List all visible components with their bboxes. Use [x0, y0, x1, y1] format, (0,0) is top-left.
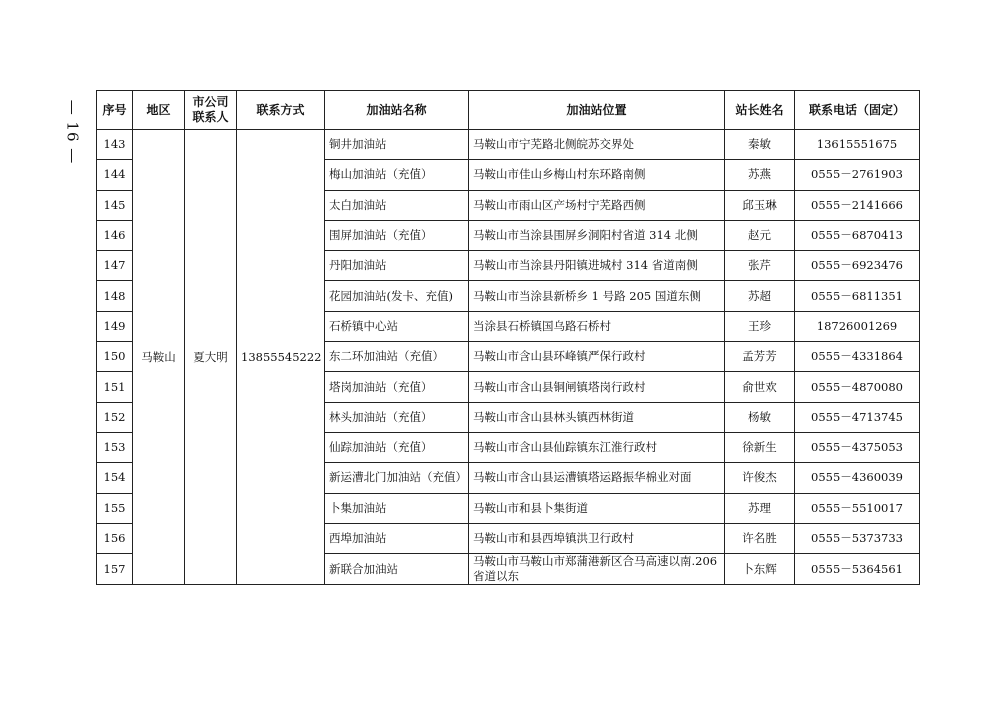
- station-phone: 0555－6870413: [795, 220, 920, 250]
- station-name: 东二环加油站（充值）: [325, 342, 469, 372]
- gas-station-table: [96, 90, 920, 585]
- station-name: 卜集加油站: [325, 493, 469, 523]
- station-location: 马鞍山市含山县林头镇西林街道: [469, 402, 725, 432]
- station-manager: 苏超: [725, 281, 795, 311]
- station-name: 花园加油站(发卡、充值): [325, 281, 469, 311]
- row-no: 151: [97, 372, 133, 402]
- table-body: [97, 130, 920, 585]
- station-manager: 邱玉琳: [725, 190, 795, 220]
- row-no: 149: [97, 311, 133, 341]
- page-number: [52, 92, 92, 172]
- station-phone: 0555－5510017: [795, 493, 920, 523]
- station-name: 铜井加油站: [325, 130, 469, 160]
- header-no: 序号: [97, 91, 133, 130]
- row-no: 148: [97, 281, 133, 311]
- station-manager: 俞世欢: [725, 372, 795, 402]
- header-station-name: 加油站名称: [325, 91, 469, 130]
- header-region: 地区: [133, 91, 185, 130]
- station-manager: 卜东辉: [725, 554, 795, 585]
- station-location: 马鞍山市雨山区产场村宁芜路西侧: [469, 190, 725, 220]
- station-name: 新联合加油站: [325, 554, 469, 585]
- station-phone: 0555－4331864: [795, 342, 920, 372]
- station-location: 马鞍山市宁芜路北侧皖苏交界处: [469, 130, 725, 160]
- row-no: 153: [97, 432, 133, 462]
- station-phone: 0555－4360039: [795, 463, 920, 493]
- row-no: 150: [97, 342, 133, 372]
- header-phone: 联系电话（固定）: [795, 91, 920, 130]
- row-no: 152: [97, 402, 133, 432]
- station-phone: 0555－6811351: [795, 281, 920, 311]
- header-row: [97, 91, 920, 130]
- station-name: 梅山加油站（充值）: [325, 160, 469, 190]
- station-name: 围屏加油站（充值）: [325, 220, 469, 250]
- station-location: 马鞍山市佳山乡梅山村东环路南侧: [469, 160, 725, 190]
- station-phone: 18726001269: [795, 311, 920, 341]
- station-location: 当涂县石桥镇国乌路石桥村: [469, 311, 725, 341]
- region-cell: 马鞍山: [133, 130, 185, 585]
- row-no: 156: [97, 523, 133, 553]
- station-name: 塔岗加油站（充值）: [325, 372, 469, 402]
- row-no: 155: [97, 493, 133, 523]
- station-manager: 赵元: [725, 220, 795, 250]
- station-manager: 许名胜: [725, 523, 795, 553]
- station-location: 马鞍山市当涂县新桥乡 1 号路 205 国道东侧: [469, 281, 725, 311]
- row-no: 157: [97, 554, 133, 585]
- station-manager: 秦敏: [725, 130, 795, 160]
- station-location: 马鞍山市含山县运漕镇塔运路振华棉业对面: [469, 463, 725, 493]
- header-contact-method: 联系方式: [237, 91, 325, 130]
- station-name: 新运漕北门加油站（充值）: [325, 463, 469, 493]
- station-location: 马鞍山市当涂县丹阳镇进城村 314 省道南侧: [469, 251, 725, 281]
- station-phone: 0555－6923476: [795, 251, 920, 281]
- station-name: 西埠加油站: [325, 523, 469, 553]
- station-manager: 许俊杰: [725, 463, 795, 493]
- row-no: 144: [97, 160, 133, 190]
- row-no: 146: [97, 220, 133, 250]
- station-location: 马鞍山市当涂县围屏乡洞阳村省道 314 北侧: [469, 220, 725, 250]
- station-phone: 0555－5373733: [795, 523, 920, 553]
- row-no: 154: [97, 463, 133, 493]
- station-manager: 杨敏: [725, 402, 795, 432]
- station-location: 马鞍山市和县西埠镇洪卫行政村: [469, 523, 725, 553]
- station-location: 马鞍山市和县卜集街道: [469, 493, 725, 523]
- station-phone: 0555－2141666: [795, 190, 920, 220]
- station-name: 林头加油站（充值）: [325, 402, 469, 432]
- station-phone: 0555－5364561: [795, 554, 920, 585]
- station-phone: 0555－4870080: [795, 372, 920, 402]
- station-manager: 徐新生: [725, 432, 795, 462]
- header-manager: 站长姓名: [725, 91, 795, 130]
- station-location: 马鞍山市含山县环峰镇严保行政村: [469, 342, 725, 372]
- row-no: 145: [97, 190, 133, 220]
- station-phone: 0555－4375053: [795, 432, 920, 462]
- contact-method-cell: 13855545222: [237, 130, 325, 585]
- header-station-location: 加油站位置: [469, 91, 725, 130]
- row-no: 147: [97, 251, 133, 281]
- station-name: 石桥镇中心站: [325, 311, 469, 341]
- station-phone: 0555－4713745: [795, 402, 920, 432]
- contact-person-cell: 夏大明: [185, 130, 237, 585]
- page-number-text: — 16 —: [63, 99, 81, 165]
- station-location: 马鞍山市含山县仙踪镇东江淮行政村: [469, 432, 725, 462]
- station-manager: 孟芳芳: [725, 342, 795, 372]
- header-contact-person: 市公司联系人: [185, 91, 237, 130]
- station-phone: 0555－2761903: [795, 160, 920, 190]
- station-name: 仙踪加油站（充值）: [325, 432, 469, 462]
- station-manager: 苏理: [725, 493, 795, 523]
- station-location: 马鞍山市马鞍山市郑蒲港新区合马高速以南.206 省道以东: [469, 554, 725, 585]
- station-manager: 张芹: [725, 251, 795, 281]
- station-location: 马鞍山市含山县铜闸镇塔岗行政村: [469, 372, 725, 402]
- station-manager: 王珍: [725, 311, 795, 341]
- station-phone: 13615551675: [795, 130, 920, 160]
- station-name: 太白加油站: [325, 190, 469, 220]
- station-manager: 苏燕: [725, 160, 795, 190]
- table-row: [97, 130, 920, 160]
- row-no: 143: [97, 130, 133, 160]
- station-name: 丹阳加油站: [325, 251, 469, 281]
